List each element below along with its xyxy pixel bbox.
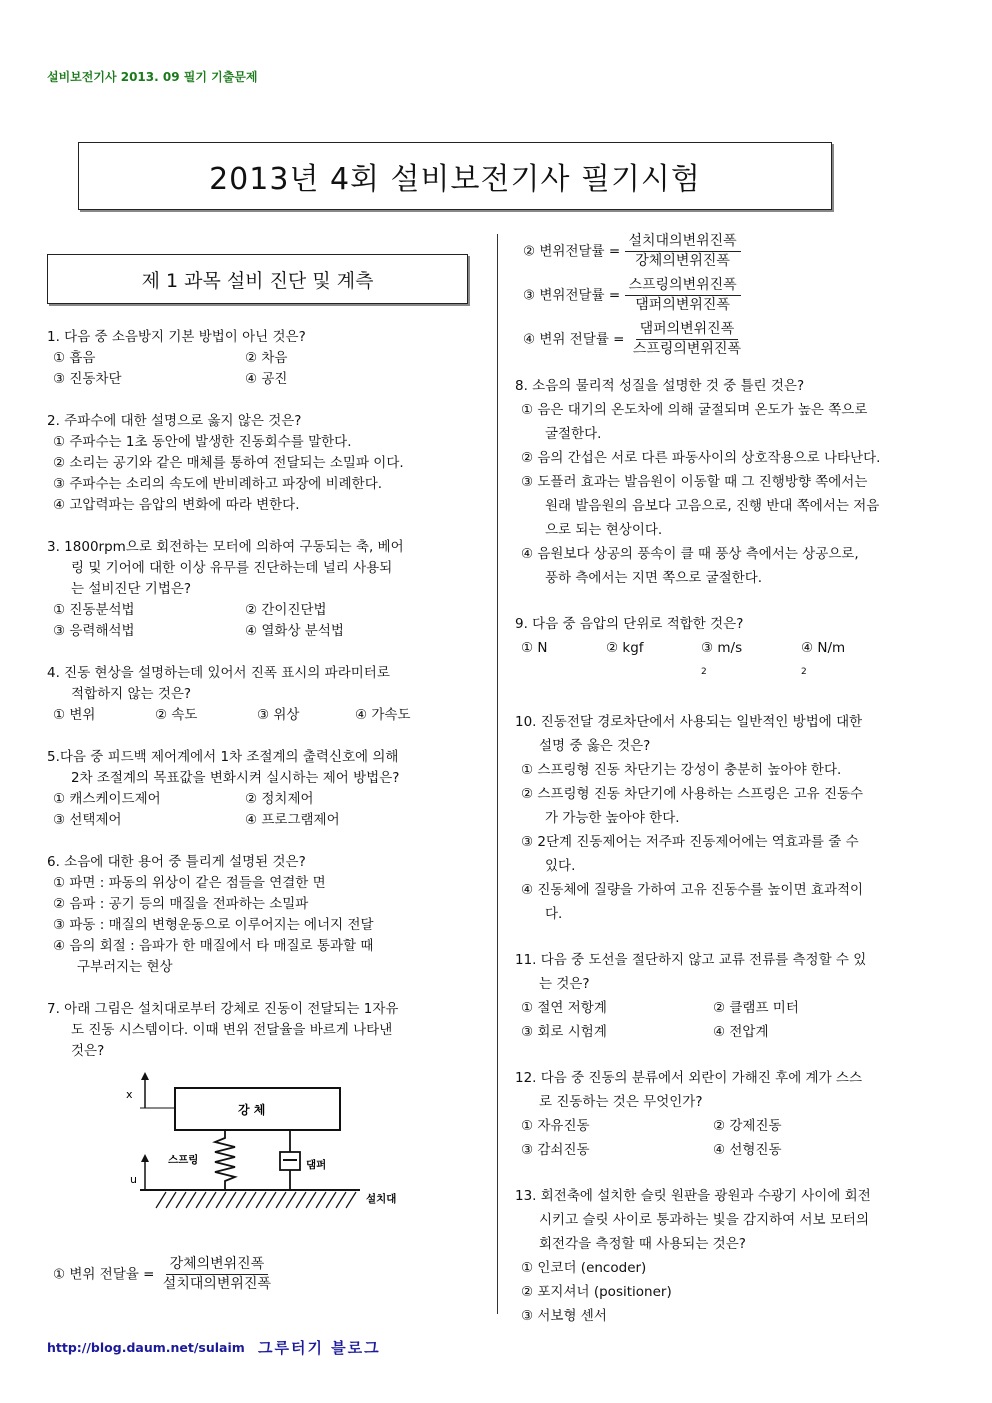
- question-7: 7. 아래 그림은 설치대로부터 강체로 진동이 전달되는 1자유 도 진동 시스템이다. 이때 변위 전달율을 바르게 나타낸 것은?: [47, 1001, 399, 1059]
- rigid-body-label: 강 체: [238, 1103, 266, 1117]
- q7-option-4: ④ 변위 전달률 = $\frac{\text{댐퍼의변위진폭}}{\text{스프링의변위진폭}}$: [523, 321, 741, 357]
- right-column: [515, 232, 945, 1328]
- u-label: u: [130, 1173, 137, 1186]
- question-13: 13. 회전축에 설치한 슬릿 원판을 광원과 수광기 사이에 회전 시키고 슬릿 사이로 통과하는 빛을 감지하여 서보 모터의 회전각을 측정할 때 사용되는 것은? ① 인코더 (encoder) ② 포지셔너 (positioner) ③ 서보형 센서: [515, 1187, 871, 1324]
- q7-option-2: ② 변위전달률 = $\frac{\text{설치대의변위진폭}}{\text{강체의변위진폭}}$: [523, 232, 945, 276]
- q7-option-3: ③ 변위전달률 = $\frac{\text{스프링의변위진폭}}{\text{댐퍼의변위진폭}}$: [523, 276, 945, 320]
- page-title: 2013년 4회 설비보전기사 필기시험: [78, 142, 832, 210]
- column-divider: [497, 234, 498, 1314]
- question-2: 2. 주파수에 대한 설명으로 옳지 않은 것은? ① 주파수는 1초 동안에 발생한 진동회수를 말한다. ② 소리는 공기와 같은 매체를 통하여 전달되는 소밀파 이다. ③ 주파수는 소리의 속도에 반비례하고 파장에 비례한다. ④ 고압력파는 음압의 변화에 따라 변한다.: [47, 413, 404, 513]
- question-1: 1. 다음 중 소음방지 기본 방법이 아닌 것은? ① 흡음 ② 차음 ③ 진동차단 ④ 공진: [47, 329, 306, 387]
- damper-label: 댐퍼: [306, 1159, 327, 1171]
- question-10: 10. 진동전달 경로차단에서 사용되는 일반적인 방법에 대한 설명 중 옳은 것은? ① 스프링형 진동 차단기는 강성이 충분히 높아야 한다. ② 스프링형 진동 차단기에 사용하는 스프링은 고유 진동수 가 가능한 높아야 한다. ③ 2단계 진동제어는 저주파 진동제어에는 역효과를 줄 수 있다. ④ 진동체에 질량을 가하여 고유 진동수를 높이면 효과적이 다.: [515, 713, 864, 922]
- footer-blog-name: 그루터기 블로그: [258, 1339, 381, 1357]
- left-column: [47, 327, 479, 1062]
- base-label: 설치대: [366, 1193, 397, 1205]
- x-label: x: [126, 1088, 133, 1101]
- q7-option-1: ① 변위 전달율 = $\frac{\text{강체의변위진폭}}{\text{설치대의변위진폭}}$: [53, 1255, 483, 1294]
- question-5: 5.다음 중 피드백 제어계에서 1차 조절계의 출력신호에 의해 2차 조절계의 목표값을 변화시켜 실시하는 제어 방법은? ① 캐스케이드제어 ② 정치제어 ③ 선택제어 ④ 프로그램제어: [47, 749, 400, 828]
- question-4: 4. 진동 현상을 설명하는데 있어서 진폭 표시의 파라미터로 적합하지 않는 것은? ① 변위 ② 속도 ③ 위상 ④ 가속도: [47, 665, 411, 723]
- question-8: 8. 소음의 물리적 성질을 설명한 것 중 틀린 것은? ① 음은 대기의 온도차에 의해 굴절되며 온도가 높은 쪽으로 굴절한다. ② 음의 간섭은 서로 다른 파동사이의 상호작용으로 나타난다. ③ 도플러 효과는 발음원이 이동할 때 그 진행방향 쪽에서는 원래 발음원의 음보다 고음으로, 진행 반대 쪽에서는 저음 으로 되는 현상이다. ④ 음원보다 상공의 풍속이 클 때 풍상 측에서는 상공으로, 풍하 측에서는 지면 쪽으로 굴절한다.: [515, 378, 881, 586]
- footer-link[interactable]: http://blog.daum.net/sulaim: [47, 1340, 245, 1355]
- question-12: 12. 다음 중 진동의 분류에서 외란이 가해진 후에 계가 스스 로 진동하는 것은 무엇인가? ① 자유진동 ② 강제진동 ③ 감쇠진동 ④ 선형진동: [515, 1069, 862, 1158]
- question-11: 11. 다음 중 도선을 절단하지 않고 교류 전류를 측정할 수 있 는 것은? ① 절연 저항계 ② 클램프 미터 ③ 회로 시험계 ④ 전압계: [515, 951, 867, 1040]
- question-9: 9. 다음 중 음압의 단위로 적합한 것은? ① N ② kgf ③ m/s $^2$ ④ N/m $^2$: [515, 616, 846, 677]
- vibration-system-diagram: [120, 1068, 420, 1228]
- fraction: $\frac{\text{강체의변위진폭}}{\text{설치대의변위진폭}}$: [162, 1256, 271, 1292]
- question-3: 3. 1800rpm으로 회전하는 모터에 의하여 구동되는 축, 베어 링 및 기어에 대한 이상 유무를 진단하는데 널리 사용되 는 설비진단 기법은? ① 진동분석법 ② 간이진단법 ③ 응력해석법 ④ 열화상 분석법: [47, 539, 404, 639]
- subject-heading: 제 1 과목 설비 진단 및 계측: [47, 254, 468, 304]
- header-note: 설비보전기사 2013. 09 필기 기출문제: [47, 70, 258, 84]
- spring-icon: [215, 1130, 235, 1190]
- question-6: 6. 소음에 대한 용어 중 틀리게 설명된 것은? ① 파면 : 파동의 위상이 같은 점들을 연결한 면 ② 음파 : 공기 등의 매질을 전파하는 소밀파 ③ 파동 : 매질의 변형운동으로 이루어지는 에너지 전달 ④ 음의 회절 : 음파가 한 매질에서 타 매질로 통과할 때 구부러지는 현상: [47, 854, 374, 975]
- spring-label: 스프링: [168, 1154, 199, 1166]
